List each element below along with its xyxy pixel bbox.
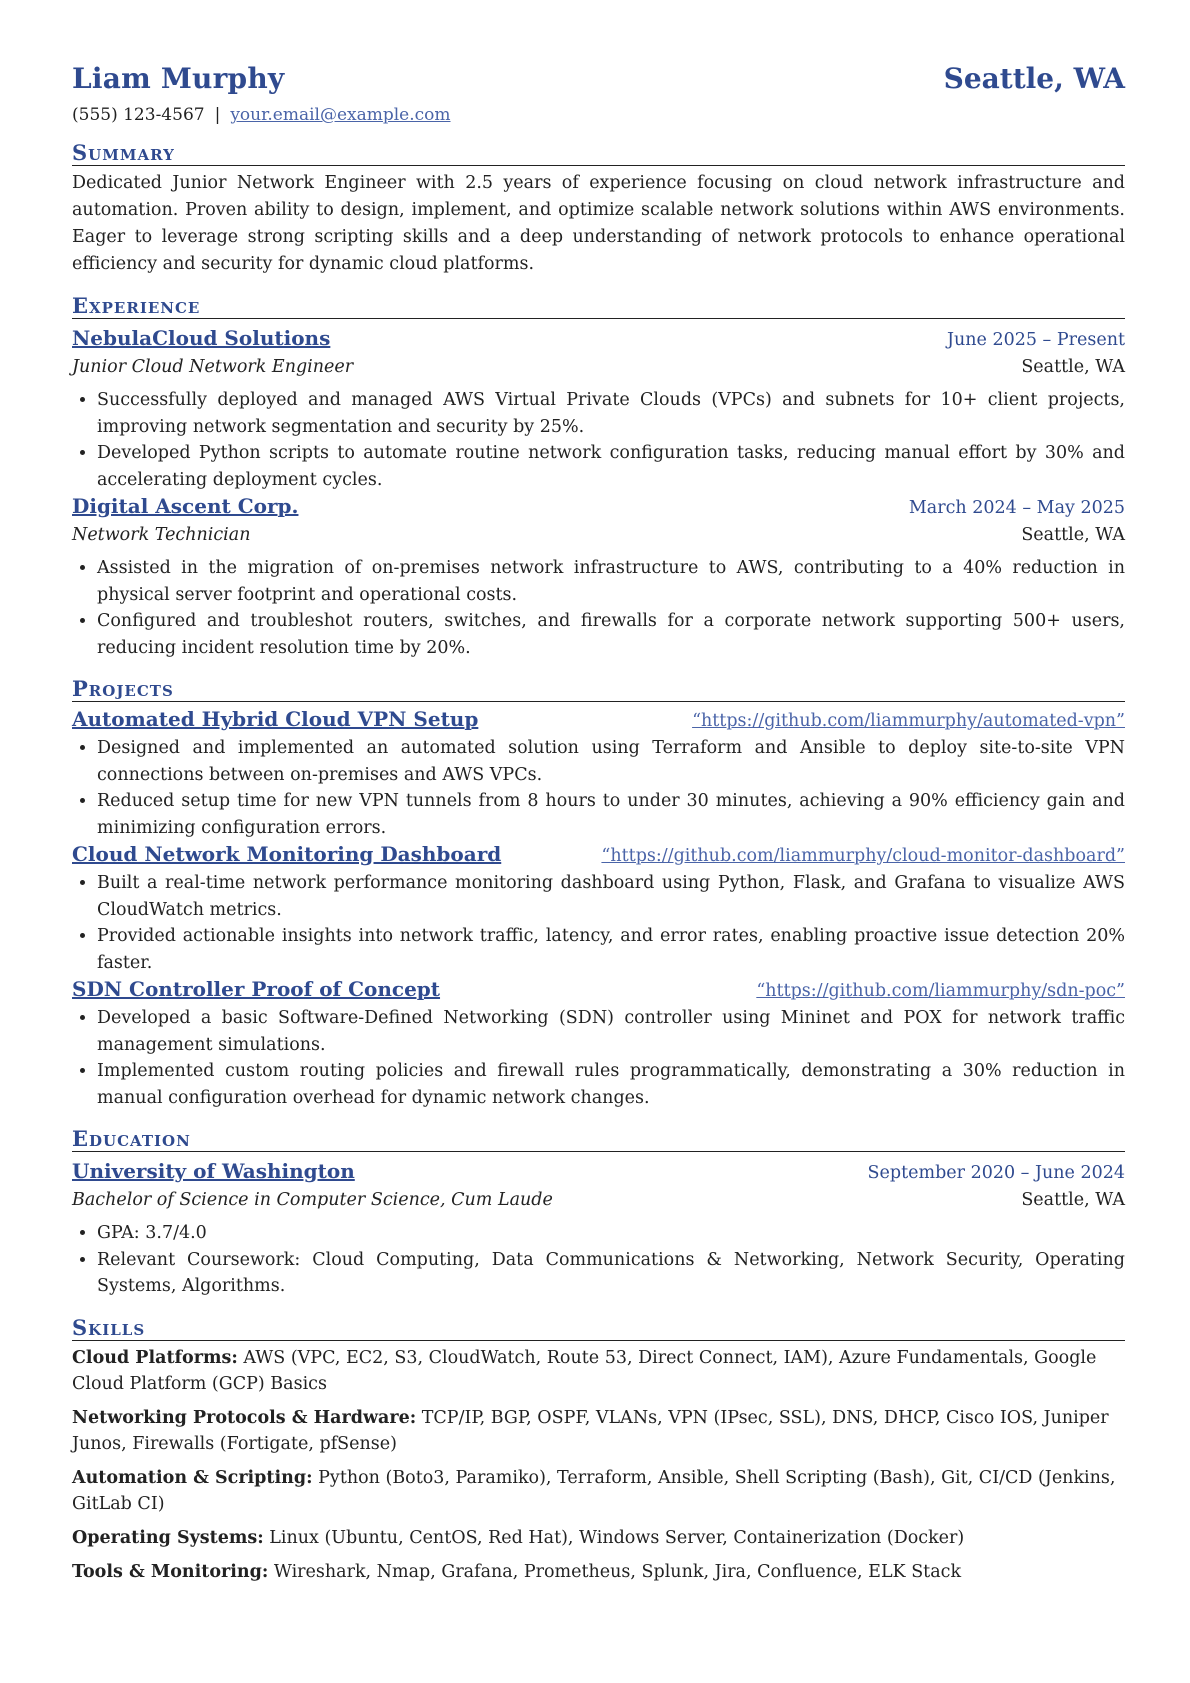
degree: Bachelor of Science in Computer Science, Cum Laude (72, 1190, 553, 1210)
list-item: • Assisted in the migration of on-premises network infrastructure to AWS, contributing to a 40% reduction in physical server footprint and operational costs. (97, 555, 1125, 608)
skill-line (72, 1345, 1125, 1397)
job-bullets (72, 555, 1125, 661)
list-item: • GPA: 3.7/4.0 (97, 1220, 1125, 1247)
project-bullets (72, 735, 1125, 841)
company-link[interactable]: NebulaCloud Solutions (72, 326, 331, 350)
project-title-link[interactable]: Cloud Network Monitoring Dashboard (72, 842, 502, 866)
project-header-row (72, 706, 1125, 735)
project-entry (72, 841, 1125, 976)
section-title-experience: Experience (72, 294, 1125, 319)
resume-header (72, 62, 1125, 95)
project-repo-link[interactable]: “https://github.com/liammurphy/automated-vpn” (692, 711, 1125, 731)
experience-header-row (72, 325, 1125, 354)
skill-label: Tools & Monitoring: (72, 1561, 269, 1582)
project-entry (72, 976, 1125, 1111)
school-link[interactable]: University of Washington (72, 1159, 355, 1183)
education-entry (72, 1158, 1125, 1300)
experience-sub-row (72, 522, 1125, 549)
candidate-name: Liam Murphy (72, 62, 285, 95)
skill-line (72, 1465, 1125, 1517)
job-dates: March 2024 – May 2025 (908, 498, 1125, 518)
experience-sub-row (72, 354, 1125, 381)
job-role: Network Technician (72, 525, 251, 545)
job-location: Seattle, WA (1021, 357, 1125, 377)
phone-number: (555) 123-4567 (72, 105, 205, 125)
skill-text: Python (Boto3, Paramiko), Terraform, Ansible, Shell Scripting (Bash), Git, CI/CD (Jenkins, GitLab CI) (72, 1467, 1116, 1514)
project-header-row (72, 976, 1125, 1005)
email-link[interactable]: your.email@example.com (230, 105, 451, 125)
list-item: • Relevant Coursework: Cloud Computing, Data Communications & Networking, Network Security, Operating Systems, Algorithms. (97, 1247, 1125, 1300)
contact-line (72, 105, 1125, 125)
experience-entry (72, 493, 1125, 661)
list-item: • Developed Python scripts to automate routine network configuration tasks, reducing manual effort by 30% and accelerating deployment cycles. (97, 440, 1125, 493)
company-link[interactable]: Digital Ascent Corp. (72, 494, 299, 518)
project-entry (72, 706, 1125, 841)
section-title-education: Education (72, 1127, 1125, 1152)
list-item: • Successfully deployed and managed AWS Virtual Private Clouds (VPCs) and subnets for 10+ client projects, improving network segmentation and security by 25%. (97, 387, 1125, 440)
project-header-row (72, 841, 1125, 870)
project-title-link[interactable]: Automated Hybrid Cloud VPN Setup (72, 707, 479, 731)
project-repo-link[interactable]: “https://github.com/liammurphy/cloud-monitor-dashboard” (601, 846, 1125, 866)
skill-line (72, 1559, 1125, 1585)
skill-line (72, 1405, 1125, 1457)
experience-entry (72, 325, 1125, 493)
education-dates: September 2020 – June 2024 (867, 1163, 1125, 1183)
skill-text: Wireshark, Nmap, Grafana, Prometheus, Splunk, Jira, Confluence, ELK Stack (273, 1561, 962, 1582)
section-title-skills: Skills (72, 1316, 1125, 1341)
job-bullets (72, 387, 1125, 493)
project-title-link[interactable]: SDN Controller Proof of Concept (72, 977, 441, 1001)
candidate-location: Seattle, WA (943, 62, 1125, 95)
list-item: • Configured and troubleshot routers, switches, and firewalls for a corporate network supporting 500+ users, reducing incident resolution time by 20%. (97, 608, 1125, 661)
list-item: • Built a real-time network performance monitoring dashboard using Python, Flask, and Grafana to visualize AWS CloudWatch metrics. (97, 870, 1125, 923)
job-location: Seattle, WA (1021, 525, 1125, 545)
list-item: • Developed a basic Software-Defined Networking (SDN) controller using Mininet and POX for network traffic management simulations. (97, 1005, 1125, 1058)
job-role: Junior Cloud Network Engineer (72, 357, 354, 377)
education-location: Seattle, WA (1021, 1190, 1125, 1210)
experience-header-row (72, 493, 1125, 522)
skill-text: AWS (VPC, EC2, S3, CloudWatch, Route 53, Direct Connect, IAM), Azure Fundamentals, Google Cloud Platform (GCP) Basics (72, 1347, 1097, 1394)
education-bullets (72, 1220, 1125, 1300)
education-header-row (72, 1158, 1125, 1187)
skill-text: TCP/IP, BGP, OSPF, VLANs, VPN (IPsec, SSL), DNS, DHCP, Cisco IOS, Juniper Junos, Firewalls (Fortigate, pfSense) (72, 1407, 1109, 1454)
summary-text: Dedicated Junior Network Engineer with 2.5 years of experience focusing on cloud network infrastructure and automation. Proven ability to design, implement, and optimize scalable network solutions within AWS environments. Eager to leverage strong scripting skills and a deep understanding of network protocols to enhance operational efficiency and security for dynamic cloud platforms. (72, 173, 1125, 274)
skill-label: Automation & Scripting: (72, 1467, 313, 1488)
list-item: • Designed and implemented an automated solution using Terraform and Ansible to deploy site-to-site VPN connections between on-premises and AWS VPCs. (97, 735, 1125, 788)
project-repo-link[interactable]: “https://github.com/liammurphy/sdn-poc” (756, 981, 1125, 1001)
list-item: • Provided actionable insights into network traffic, latency, and error rates, enabling proactive issue detection 20% faster. (97, 923, 1125, 976)
skill-label: Operating Systems: (72, 1527, 264, 1548)
section-title-projects: Projects (72, 677, 1125, 702)
skill-label: Cloud Platforms: (72, 1347, 238, 1368)
list-item: • Implemented custom routing policies and firewall rules programmatically, demonstrating a 30% reduction in manual configuration overhead for dynamic network changes. (97, 1058, 1125, 1111)
list-item: • Reduced setup time for new VPN tunnels from 8 hours to under 30 minutes, achieving a 90% efficiency gain and minimizing configuration errors. (97, 788, 1125, 841)
section-title-summary: Summary (72, 141, 1125, 166)
skill-line (72, 1525, 1125, 1551)
skill-label: Networking Protocols & Hardware: (72, 1407, 417, 1428)
project-bullets (72, 870, 1125, 976)
skill-text: Linux (Ubuntu, CentOS, Red Hat), Windows Server, Containerization (Docker) (269, 1527, 965, 1548)
project-bullets (72, 1005, 1125, 1111)
contact-separator: | (214, 105, 221, 125)
job-dates: June 2025 – Present (946, 330, 1125, 350)
education-sub-row (72, 1187, 1125, 1214)
